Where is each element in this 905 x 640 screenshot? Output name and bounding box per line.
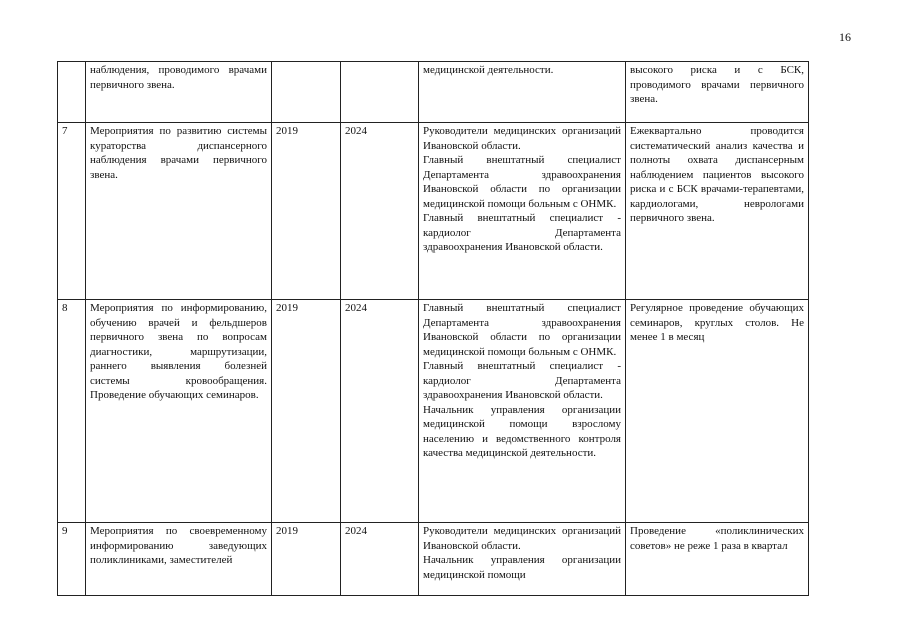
end-year-cell: 2024: [341, 300, 419, 523]
event-cell: Мероприятия по информированию, обучению врачей и фельдшеров первичного звена по вопросам диагностики, маршрутизации, раннего выявления болезней системы кровообращения. Проведение обучающих семинаров.: [86, 300, 272, 523]
row-number-cell: 9: [58, 523, 86, 596]
responsible-line: Главный внештатный специалист - кардиолог Департамента здравоохранения Ивановской области.: [423, 360, 621, 401]
start-year-cell: 2019: [272, 123, 341, 300]
responsible-cell: [419, 300, 626, 523]
responsible-line: Главный внештатный специалист Департамента здравоохранения Ивановской области по организации медицинской помощи больным с ОНМК.: [423, 302, 621, 358]
responsible-line: Руководители медицинских организаций Ивановской области.: [423, 125, 621, 152]
result-cell: Проведение «поликлинических советов» не реже 1 раза в квартал: [626, 523, 809, 596]
measures-table: [57, 61, 809, 596]
event-cell: Мероприятия по своевременному информированию заведующих поликлиниками, заместителей: [86, 523, 272, 596]
event-cell: Мероприятия по развитию системы кураторства диспансерного наблюдения врачами первичного звена.: [86, 123, 272, 300]
result-cell: высокого риска и с БСК, проводимого врачами первичного звена.: [626, 62, 809, 123]
responsible-line: Руководители медицинских организаций Ивановской области.: [423, 525, 621, 552]
row-number-cell: 7: [58, 123, 86, 300]
result-cell: Регулярное проведение обучающих семинаров, круглых столов. Не менее 1 в месяц: [626, 300, 809, 523]
table-row: [58, 523, 809, 596]
responsible-line: Начальник управления организации медицинской помощи: [423, 554, 621, 581]
end-year-cell: 2024: [341, 123, 419, 300]
table-row: [58, 300, 809, 523]
end-year-cell: 2024: [341, 523, 419, 596]
responsible-line: медицинской деятельности.: [423, 64, 554, 76]
page-number: 16: [839, 30, 851, 44]
event-cell: наблюдения, проводимого врачами первичного звена.: [86, 62, 272, 123]
table-row: [58, 123, 809, 300]
row-number-cell: 8: [58, 300, 86, 523]
start-year-cell: [272, 62, 341, 123]
responsible-line: Главный внештатный специалист - кардиолог Департамента здравоохранения Ивановской области.: [423, 212, 621, 253]
start-year-cell: 2019: [272, 523, 341, 596]
end-year-cell: [341, 62, 419, 123]
row-number-cell: [58, 62, 86, 123]
responsible-line: Начальник управления организации медицинской помощи взрослому населению и ведомственного контроля качества медицинской деятельности.: [423, 403, 621, 459]
responsible-cell: [419, 62, 626, 123]
start-year-cell: 2019: [272, 300, 341, 523]
responsible-cell: [419, 123, 626, 300]
table-row: [58, 62, 809, 123]
responsible-line: Главный внештатный специалист Департамента здравоохранения Ивановской области по организации медицинской помощи больным с ОНМК.: [423, 154, 621, 210]
responsible-cell: [419, 523, 626, 596]
result-cell: Ежеквартально проводится систематический анализ качества и полноты охвата диспансерным наблюдением пациентов высокого риска и с БСК врачами-терапевтами, кардиологами, неврологами первичного звена.: [626, 123, 809, 300]
